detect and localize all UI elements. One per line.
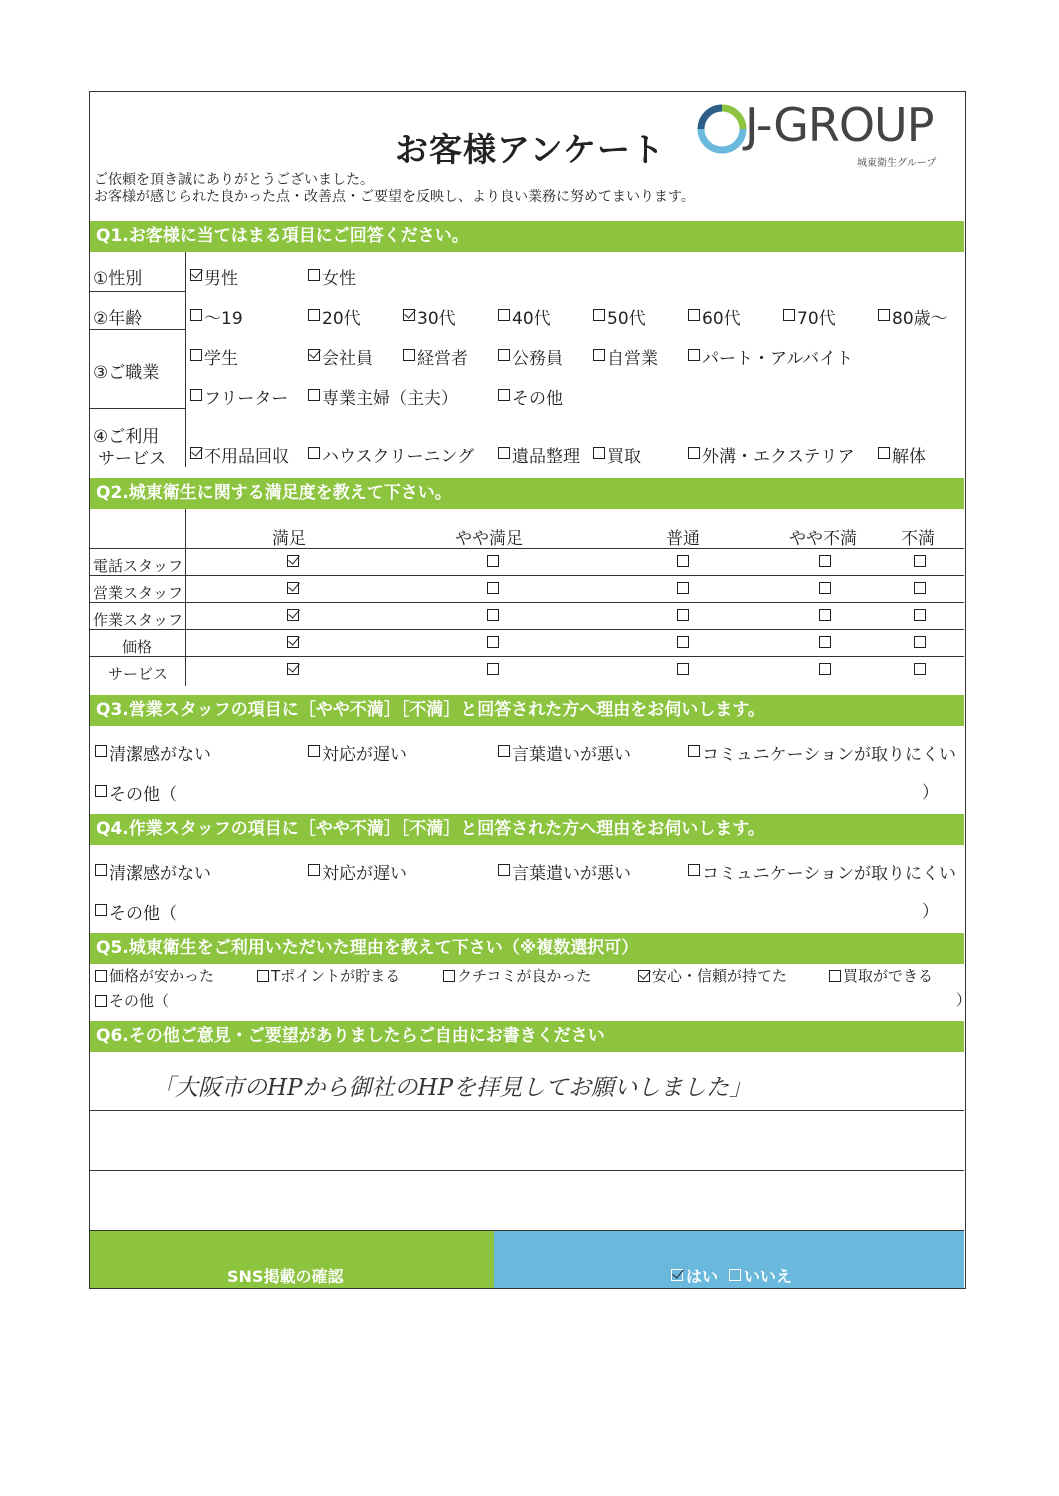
service-label-1: ④ご利用	[93, 427, 160, 447]
opt-exterior: 外溝・エクステリア	[702, 447, 855, 467]
checkbox-freeter[interactable]	[190, 389, 202, 401]
rating-work-somewhat-dissatisfied[interactable]	[819, 609, 831, 621]
opt-estate-clearing: 遺品整理	[512, 447, 580, 467]
page-title: お客様アンケート	[395, 130, 666, 169]
sns-label-cell	[90, 1231, 494, 1288]
intro-line-1: ご依頼を頂き誠にありがとうございました。	[94, 172, 374, 188]
rating-service-dissatisfied[interactable]	[914, 663, 926, 675]
checkbox-self-employed[interactable]	[593, 349, 605, 361]
q2-header: Q2.城東衛生に関する満足度を教えて下さい。	[90, 478, 964, 509]
checkbox-male[interactable]	[190, 269, 202, 281]
col-somewhat-dissatisfied: やや不満	[789, 529, 857, 549]
q5-header: Q5.城東衛生をご利用いただいた理由を教えて下さい（※複数選択可）	[90, 933, 964, 964]
q6-header: Q6.その他ご意見・ご要望がありましたらご自由にお書きください	[90, 1021, 964, 1052]
opt-civil-servant: 公務員	[512, 349, 563, 369]
rating-sales-somewhat-satisfied[interactable]	[487, 582, 499, 594]
logo-text: J-GROUP	[745, 98, 934, 152]
rating-phone-neutral[interactable]	[677, 555, 689, 567]
q3-header: Q3.営業スタッフの項目に［やや不満］［不満］と回答された方へ理由をお伺いします。	[90, 695, 964, 726]
checkbox-q4-language[interactable]	[498, 864, 510, 876]
rating-price-neutral[interactable]	[677, 636, 689, 648]
checkbox-q3-slow[interactable]	[308, 745, 320, 757]
checkbox-employee[interactable]	[308, 349, 320, 361]
checkbox-student[interactable]	[190, 349, 202, 361]
checkbox-age-70s[interactable]	[783, 309, 795, 321]
opt-female: 女性	[322, 269, 356, 289]
service-label-2: サービス	[98, 449, 166, 469]
checkbox-age-30s[interactable]	[403, 309, 415, 321]
q3-opt-unclean: 清潔感がない	[109, 745, 211, 765]
q5-other-close: ）	[956, 991, 972, 1009]
rating-price-somewhat-satisfied[interactable]	[487, 636, 499, 648]
checkbox-age-80plus[interactable]	[878, 309, 890, 321]
q4-header: Q4.作業スタッフの項目に［やや不満］［不満］と回答された方へ理由をお伺いします。	[90, 814, 964, 845]
sns-yes: はい	[686, 1267, 719, 1286]
logo-subtitle: 城東衛生グループ	[857, 158, 937, 169]
row-price: 価格	[122, 638, 153, 656]
q4-opt-language: 言葉遣いが悪い	[512, 864, 631, 884]
checkbox-q3-language[interactable]	[498, 745, 510, 757]
opt-junk-removal: 不用品回収	[204, 447, 289, 467]
rating-price-somewhat-dissatisfied[interactable]	[819, 636, 831, 648]
opt-age-19: ～19	[204, 309, 243, 329]
checkbox-q4-communication[interactable]	[688, 864, 700, 876]
checkbox-q5-other[interactable]	[95, 995, 107, 1007]
checkbox-executive[interactable]	[403, 349, 415, 361]
q4-opt-slow: 対応が遅い	[322, 864, 407, 884]
rating-work-somewhat-satisfied[interactable]	[487, 609, 499, 621]
rating-service-neutral[interactable]	[677, 663, 689, 675]
row-phone-staff: 電話スタッフ	[93, 557, 184, 575]
checkbox-estate-clearing[interactable]	[498, 447, 510, 459]
sns-answer-cell	[494, 1231, 964, 1288]
checkbox-junk-removal[interactable]	[190, 447, 202, 459]
checkbox-buyback[interactable]	[593, 447, 605, 459]
checkbox-age-60s[interactable]	[688, 309, 700, 321]
opt-age-20s: 20代	[322, 309, 361, 329]
gender-label: ①性別	[93, 269, 143, 289]
sns-label: SNS掲載の確認	[227, 1267, 344, 1286]
checkbox-q4-slow[interactable]	[308, 864, 320, 876]
checkbox-q3-unclean[interactable]	[95, 745, 107, 757]
q3-opt-language: 言葉遣いが悪い	[512, 745, 631, 765]
q5-opt-buyback: 買取ができる	[843, 967, 934, 985]
opt-age-40s: 40代	[512, 309, 551, 329]
opt-employee: 会社員	[322, 349, 373, 369]
opt-age-50s: 50代	[607, 309, 646, 329]
rating-sales-neutral[interactable]	[677, 582, 689, 594]
row-work-staff: 作業スタッフ	[93, 611, 184, 629]
q6-handwritten-answer[interactable]: 「大阪市のHPから御社のHPを拝見してお願いしました」	[152, 1075, 753, 1101]
q4-opt-communication: コミュニケーションが取りにくい	[702, 864, 956, 884]
opt-buyback: 買取	[607, 447, 641, 467]
opt-age-80plus: 80歳～	[892, 309, 948, 329]
row-sales-staff: 営業スタッフ	[93, 584, 184, 602]
rating-work-satisfied[interactable]	[287, 609, 299, 621]
opt-job-other: その他	[512, 389, 563, 409]
q4-opt-other: その他（	[109, 904, 177, 924]
q5-opt-cheap: 価格が安かった	[109, 967, 215, 985]
opt-freeter: フリーター	[204, 389, 289, 409]
col-somewhat-satisfied: やや満足	[455, 529, 523, 549]
opt-self-employed: 自営業	[607, 349, 658, 369]
rating-service-somewhat-satisfied[interactable]	[487, 663, 499, 675]
checkbox-exterior[interactable]	[688, 447, 700, 459]
rating-phone-somewhat-satisfied[interactable]	[487, 555, 499, 567]
rating-sales-somewhat-dissatisfied[interactable]	[819, 582, 831, 594]
checkbox-q4-unclean[interactable]	[95, 864, 107, 876]
col-dissatisfied: 不満	[901, 529, 935, 549]
checkbox-job-other[interactable]	[498, 389, 510, 401]
opt-house-cleaning: ハウスクリーニング	[322, 447, 475, 467]
q5-opt-trust: 安心・信頼が持てた	[652, 967, 788, 985]
checkbox-q5-reviews[interactable]	[443, 970, 455, 982]
checkbox-sns-no[interactable]	[729, 1269, 741, 1281]
col-satisfied: 満足	[272, 529, 306, 549]
opt-homemaker: 専業主婦（主夫）	[322, 389, 458, 409]
checkbox-age-19[interactable]	[190, 309, 202, 321]
checkbox-homemaker[interactable]	[308, 389, 320, 401]
checkbox-sns-yes[interactable]	[671, 1269, 683, 1281]
checkbox-q5-tpoint[interactable]	[257, 970, 269, 982]
rating-service-satisfied[interactable]	[287, 663, 299, 675]
rating-phone-somewhat-dissatisfied[interactable]	[819, 555, 831, 567]
rating-price-dissatisfied[interactable]	[914, 636, 926, 648]
checkbox-age-40s[interactable]	[498, 309, 510, 321]
row-service: サービス	[108, 665, 169, 683]
checkbox-demolition[interactable]	[878, 447, 890, 459]
q5-opt-tpoint: Tポイントが貯まる	[271, 967, 401, 985]
opt-age-70s: 70代	[797, 309, 836, 329]
rating-service-somewhat-dissatisfied[interactable]	[819, 663, 831, 675]
opt-male: 男性	[204, 269, 238, 289]
rating-phone-dissatisfied[interactable]	[914, 555, 926, 567]
opt-part-time: パート・アルバイト	[702, 349, 854, 369]
rating-sales-dissatisfied[interactable]	[914, 582, 926, 594]
opt-student: 学生	[204, 349, 238, 369]
q1-header: Q1.お客様に当てはまる項目にご回答ください。	[90, 221, 964, 252]
intro-line-2: お客様が感じられた良かった点・改善点・ご要望を反映し、より良い業務に努めてまいります。	[94, 189, 695, 205]
occupation-label: ③ご職業	[93, 363, 160, 383]
q3-opt-slow: 対応が遅い	[322, 745, 407, 765]
rating-phone-satisfied[interactable]	[287, 555, 299, 567]
q3-other-close: ）	[922, 783, 939, 803]
checkbox-part-time[interactable]	[688, 349, 700, 361]
opt-age-60s: 60代	[702, 309, 741, 329]
rating-sales-satisfied[interactable]	[287, 582, 299, 594]
opt-age-30s: 30代	[417, 309, 456, 329]
q5-opt-other: その他（	[109, 992, 170, 1010]
checkbox-female[interactable]	[308, 269, 320, 281]
checkbox-q4-other[interactable]	[95, 904, 107, 916]
checkbox-age-20s[interactable]	[308, 309, 320, 321]
q4-other-close: ）	[922, 902, 939, 922]
checkbox-q3-other[interactable]	[95, 785, 107, 797]
checkbox-civil-servant[interactable]	[498, 349, 510, 361]
rating-work-dissatisfied[interactable]	[914, 609, 926, 621]
checkbox-age-50s[interactable]	[593, 309, 605, 321]
opt-demolition: 解体	[892, 447, 926, 467]
survey-form	[89, 91, 972, 1289]
q4-opt-unclean: 清潔感がない	[109, 864, 211, 884]
age-label: ②年齢	[93, 309, 143, 329]
q3-opt-communication: コミュニケーションが取りにくい	[702, 745, 956, 765]
checkbox-house-cleaning[interactable]	[308, 447, 320, 459]
checkbox-q5-trust[interactable]	[638, 970, 650, 982]
sns-no: いいえ	[744, 1267, 793, 1286]
col-neutral: 普通	[666, 529, 700, 549]
q3-opt-other: その他（	[109, 785, 177, 805]
opt-executive: 経営者	[417, 349, 468, 369]
q5-opt-reviews: クチコミが良かった	[457, 967, 592, 985]
rating-price-satisfied[interactable]	[287, 636, 299, 648]
checkbox-q5-buyback[interactable]	[829, 970, 841, 982]
checkbox-q3-communication[interactable]	[688, 745, 700, 757]
rating-work-neutral[interactable]	[677, 609, 689, 621]
checkbox-q5-cheap[interactable]	[95, 970, 107, 982]
